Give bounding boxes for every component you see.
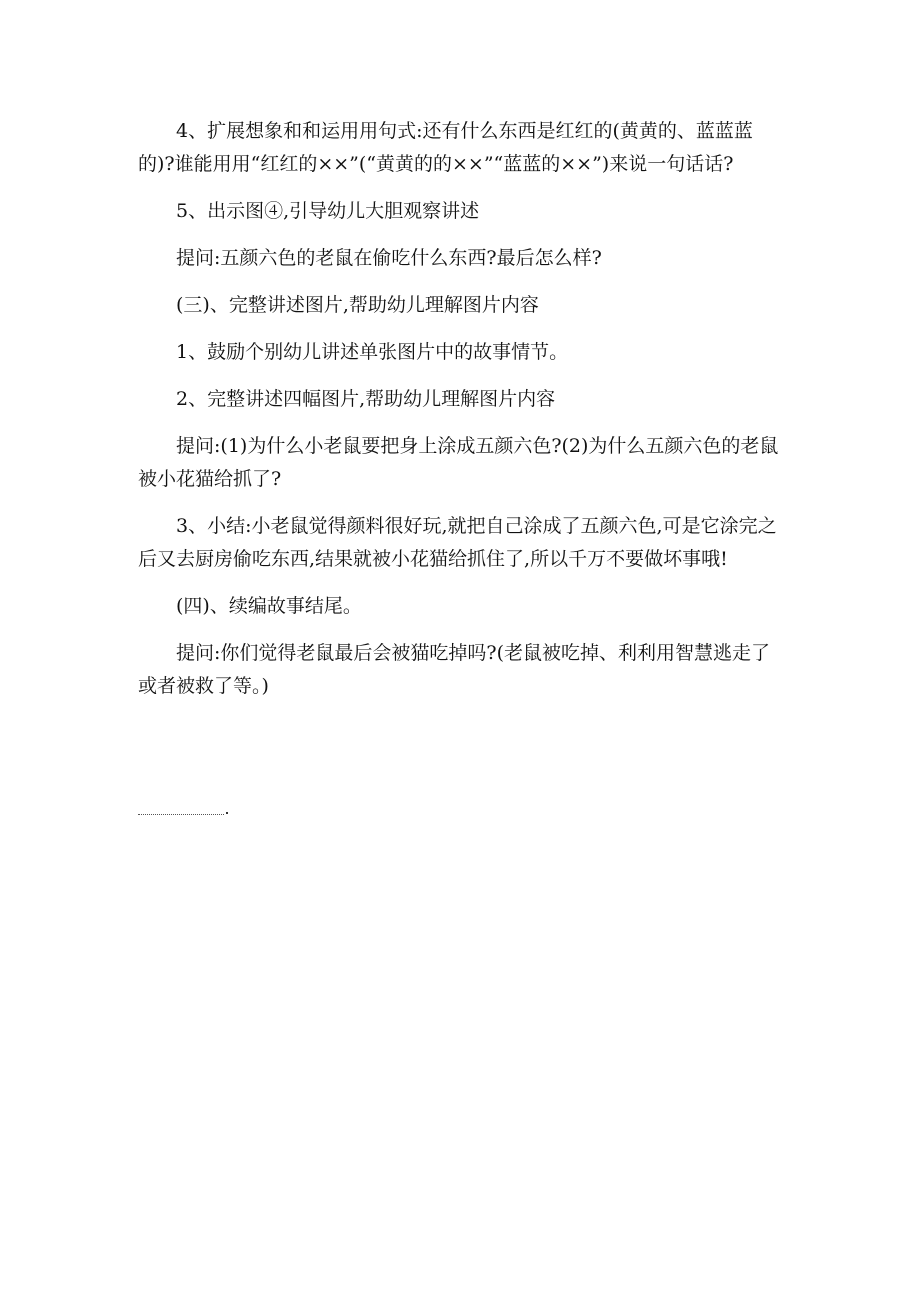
paragraph-question-3: 提问:你们觉得老鼠最后会被猫吃掉吗?(老鼠被吃掉、利利用智慧逃走了或者被救了等。) [138,642,771,697]
paragraph-item-1: 1、鼓励个别幼儿讲述单张图片中的故事情节。 [176,341,569,363]
paragraph-summary: 3、小结:小老鼠觉得颜料很好玩,就把自己涂成了五颜六色,可是它涂完之后又去厨房偷吃东西,结果就被小花猫给抓住了,所以千万不要做坏事哦! [138,515,777,570]
document-body [138,115,788,717]
paragraph-item-2: 2、完整讲述四幅图片,帮助幼儿理解图片内容 [176,388,556,410]
footnote-separator [138,814,224,815]
footnote-separator-end [226,812,228,814]
section-heading-4: (四)、续编故事结尾。 [176,595,362,617]
section-heading-3: (三)、完整讲述图片,帮助幼儿理解图片内容 [176,294,539,316]
paragraph-step-4: 4、扩展想象和和运用用句式:还有什么东西是红红的(黄黄的、蓝蓝蓝的)?谁能用用“红红的××”(“黄黄的的××”“蓝蓝的××”)来说一句话话? [138,120,753,175]
paragraph-step-5: 5、出示图④,引导幼儿大胆观察讲述 [176,200,480,222]
paragraph-question-2: 提问:(1)为什么小老鼠要把身上涂成五颜六色?(2)为什么五颜六色的老鼠被小花猫给抓了? [138,435,779,490]
paragraph-question-1: 提问:五颜六色的老鼠在偷吃什么东西?最后怎么样? [176,247,602,269]
